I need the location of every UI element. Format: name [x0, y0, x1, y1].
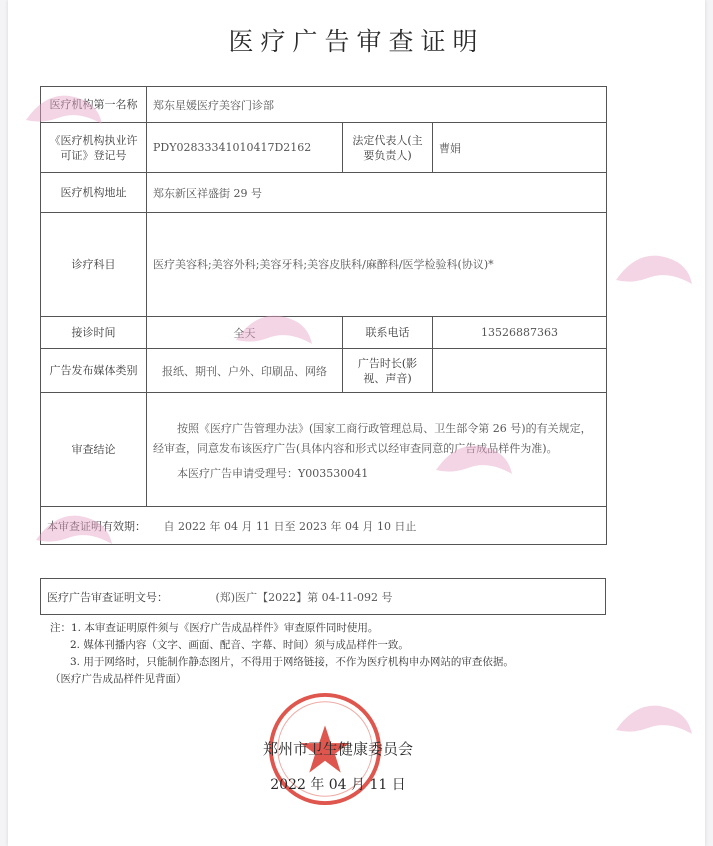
info-table-top [40, 86, 607, 545]
department-value: 医疗美容科;美容外科;美容牙科;美容皮肤科/麻醉科/医学检验科(协议)* [147, 213, 607, 317]
issuer-name: 郑州市卫生健康委员会 [262, 740, 413, 758]
license-value: PDY02833341010417D2162 [147, 123, 343, 173]
duration-label: 广告时长(影视、声音) [343, 349, 433, 393]
conclusion-number: 本医疗广告申请受理号：Y003530041 [177, 466, 369, 480]
cert-number-row [41, 579, 606, 615]
note-3: 3. 用于网络时，只能制作静态图片，不得用于网络链接，不作为医疗机构申办网站的审查依据。 [70, 656, 514, 668]
license-label: 《医疗机构执业许可证》登记号 [41, 123, 147, 173]
legal-rep-value: 曹娟 [433, 123, 607, 173]
media-label: 广告发布媒体类别 [41, 349, 147, 393]
conclusion-cell [147, 393, 607, 507]
notes-block [50, 620, 610, 688]
conclusion-label: 审查结论 [41, 393, 147, 507]
duration-value [433, 349, 607, 393]
validity-row [41, 507, 607, 545]
watermark-logo-icon [608, 240, 698, 300]
hours-label: 接诊时间 [41, 317, 147, 349]
issue-date: 2022 年 04 月 11 日 [270, 777, 406, 793]
page-title: 医疗广告审查证明 [228, 27, 485, 56]
address-value: 郑东新区祥盛街 29 号 [147, 173, 607, 213]
info-table-cert [40, 578, 606, 615]
legal-rep-label: 法定代表人(主要负责人) [343, 123, 433, 173]
note-4: （医疗广告成品样件见背面） [50, 673, 187, 685]
conclusion-text: 按照《医疗广告管理办法》(国家工商行政管理总局、卫生部令第 26 号)的有关规定，经审查，同意发布该医疗广告(具体内容和形式以经审查同意的广告成品样件为准)。 [153, 421, 592, 455]
watermark-logo-icon [608, 690, 698, 750]
institution-name-value: 郑东星媛医疗美容门诊部 [147, 87, 607, 123]
note-2: 2. 媒体刊播内容（文字、画面、配音、字幕、时间）须与成品样件一致。 [70, 639, 409, 651]
certificate-page [8, 0, 705, 846]
cert-number-value: (郑)医广【2022】第 04-11-092 号 [215, 590, 393, 604]
note-1: 注：1. 本审查证明原件须与《医疗广告成品样件》审查原件同时使用。 [50, 622, 379, 634]
hours-value: 全天 [147, 317, 343, 349]
department-label: 诊疗科目 [41, 213, 147, 317]
validity-value: 自 2022 年 04 月 11 日至 2023 年 04 月 10 日止 [163, 519, 417, 533]
phone-label: 联系电话 [343, 317, 433, 349]
institution-name-label: 医疗机构第一名称 [41, 87, 147, 123]
cert-number-label: 医疗广告审查证明文号： [47, 590, 168, 604]
address-label: 医疗机构地址 [41, 173, 147, 213]
validity-label: 本审查证明有效期： [47, 519, 146, 533]
phone-value: 13526887363 [433, 317, 607, 349]
media-value: 报纸、期刊、户外、印刷品、网络 [147, 349, 343, 393]
